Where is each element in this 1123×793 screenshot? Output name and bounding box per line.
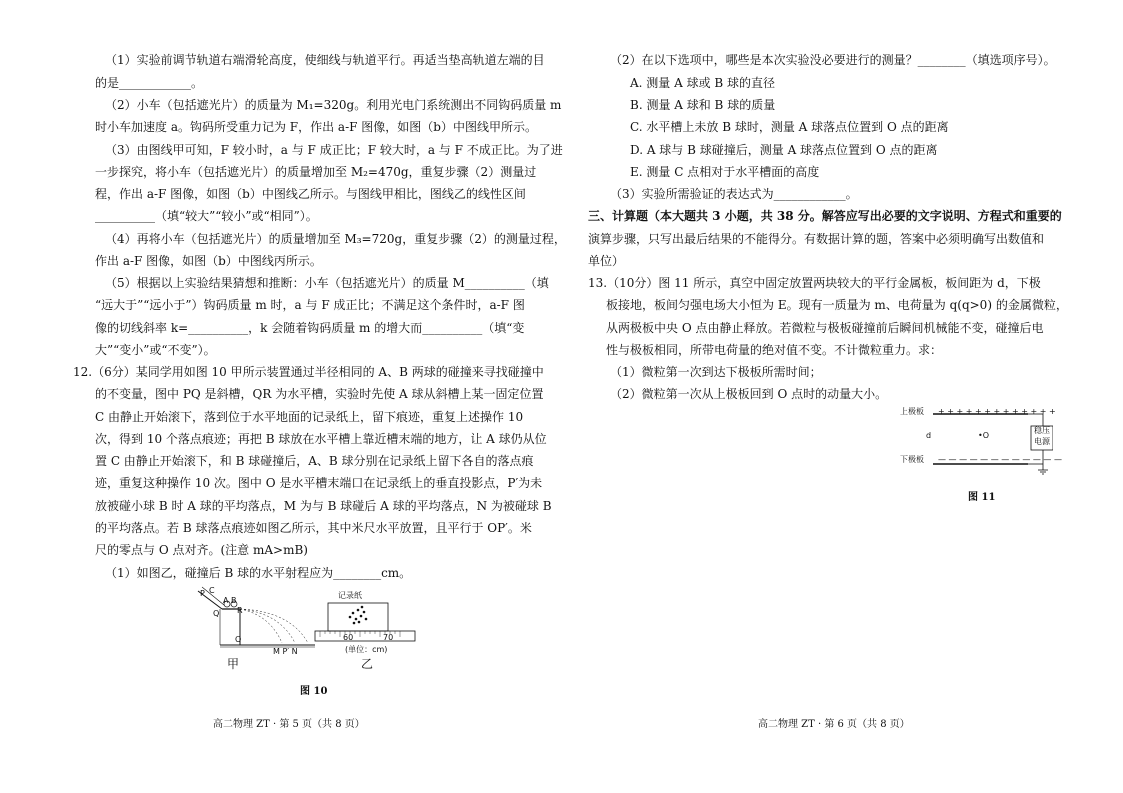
text-line: 尺的零点与 O 点对齐。(注意 mA>mB) bbox=[95, 543, 308, 557]
text-line: 板接地，板间匀强电场大小恒为 E。现有一质量为 m、电荷量为 q(q>0) 的金属微粒， bbox=[606, 298, 1068, 312]
label-b: B bbox=[231, 596, 237, 605]
question-12-line: 12.（6分）某同学用如图 10 甲所示装置通过半径相同的 A、B 两球的碰撞来寻找碰撞中 bbox=[73, 365, 544, 379]
text-line: 单位） bbox=[588, 254, 625, 268]
text-line: （4）再将小车（包括遮光片）的质量增加至 M₃=720g，重复步骤（2）的测量过程， bbox=[105, 232, 566, 246]
power-supply-line-2: 电源 bbox=[1034, 437, 1050, 446]
text-line: （1）微粒第一次到达下极板所需时间； bbox=[610, 365, 822, 379]
text-line: 的不变量，图中 PQ 是斜槽，QR 为水平槽，实验时先使 A 球从斜槽上某一固定位置 bbox=[95, 387, 544, 401]
left-footer: 高二物理 ZT · 第 5 页（共 8 页） bbox=[213, 719, 365, 730]
label-jia: 甲 bbox=[227, 657, 240, 671]
text-line: （1）如图乙，碰撞后 B 球的水平射程应为________cm。 bbox=[105, 566, 412, 580]
label-o: O bbox=[235, 635, 242, 644]
option-e: E. 测量 C 点相对于水平槽面的高度 bbox=[630, 165, 820, 179]
text-line: （5）根据以上实验结果猜想和推断：小车（包括遮光片）的质量 M__________（填 bbox=[105, 276, 549, 290]
label-mpn: M P′ N bbox=[273, 647, 298, 656]
option-b: B. 测量 A 球和 B 球的质量 bbox=[630, 98, 776, 112]
text-line: （2）微粒第一次从上极板回到 O 点时的动量大小。 bbox=[610, 387, 888, 401]
text-line: __________（填“较大”“较小”或“相同”）。 bbox=[95, 209, 318, 223]
text-line: 放被碰小球 B 时 A 球的平均落点，M 为与 B 球碰后 A 球的平均落点，N 为被碰球 B bbox=[95, 499, 552, 513]
section-heading: 三、计算题（本大题共 3 小题，共 38 分。解答应写出必要的文字说明、方程式和重要的 bbox=[588, 209, 1062, 223]
text-line: 的是____________。 bbox=[95, 76, 204, 90]
option-d: D. A 球与 B 球碰撞后，测量 A 球落点位置到 O 点的距离 bbox=[630, 143, 938, 157]
text-line: 从两极板中央 O 点由静止释放。若微粒与极板碰撞前后瞬间机械能不变，碰撞后电 bbox=[606, 321, 1044, 335]
text-line: 置 C 由静止开始滚下，和 B 球碰撞后，A、B 球分别在记录纸上留下各自的落点痕 bbox=[95, 454, 534, 468]
option-c: C. 水平槽上未放 B 球时，测量 A 球落点位置到 O 点的距离 bbox=[630, 120, 949, 134]
label-o-point: •O bbox=[978, 431, 990, 440]
paper-and-ruler-yi bbox=[315, 603, 415, 641]
ruler-70: 70 bbox=[383, 633, 394, 642]
power-supply-line-1: 稳压 bbox=[1034, 426, 1050, 435]
text-line: C 由静止开始滚下，落到位于水平地面的记录纸上，留下痕迹，重复上述操作 10 bbox=[95, 410, 524, 424]
text-line: 时小车加速度 a。钩码所受重力记为 F，作出 a-F 图像，如图（b）中图线甲所示。 bbox=[95, 120, 537, 134]
label-d: d bbox=[926, 431, 932, 440]
question-13-line: 13.（10分）图 11 所示，真空中固定放置两块较大的平行金属板，板间距为 d，下极 bbox=[588, 276, 1041, 290]
right-footer: 高二物理 ZT · 第 6 页（共 8 页） bbox=[758, 719, 910, 730]
text-line: （3）实验所需验证的表达式为____________。 bbox=[610, 187, 858, 201]
text-line: （3）由图线甲可知，F 较小时，a 与 F 成正比；F 较大时，a 与 F 不成正比。为了进 bbox=[105, 143, 563, 157]
text-line: 一步探究，将小车（包括遮光片）的质量增加至 M₂=470g，重复步骤（2）测量过 bbox=[95, 165, 537, 179]
text-line: 的平均落点。若 B 球落点痕迹如图乙所示，其中米尺水平放置，且平行于 OP′。米 bbox=[95, 521, 532, 535]
figure-10-caption: 图 10 bbox=[300, 686, 328, 697]
text-line: 像的切线斜率 k=__________，k 会随着钩码质量 m 的增大而__________（填“变 bbox=[95, 321, 525, 335]
label-r: R bbox=[237, 606, 243, 615]
label-lower-plate: 下极板 bbox=[900, 455, 924, 464]
option-a: A. 测量 A 球或 B 球的直径 bbox=[630, 76, 776, 90]
ruler-60: 60 bbox=[343, 633, 354, 642]
text-line: 大”“变小”或“不变”）。 bbox=[95, 343, 216, 357]
text-line: （2）在以下选项中，哪些是本次实验没必要进行的测量？________（填选项序号）。 bbox=[610, 53, 1056, 67]
label-yi: 乙 bbox=[361, 657, 374, 671]
text-line: 迹，重复这种操作 10 次。图中 O 是水平槽末端口在记录纸上的垂直投影点，P′为未 bbox=[95, 476, 543, 490]
minus-charges: — — — — — — — — — — — — bbox=[938, 455, 1062, 464]
label-a: A bbox=[223, 596, 229, 605]
plus-charges: + + + + + + + + + + + + + bbox=[938, 407, 1056, 416]
label-c: C bbox=[209, 586, 215, 595]
label-upper-plate: 上极板 bbox=[900, 407, 924, 416]
text-line: 作出 a-F 图像，如图（b）中图线丙所示。 bbox=[95, 254, 322, 268]
figure-11-caption: 图 11 bbox=[968, 492, 996, 503]
text-line: 演算步骤，只写出最后结果的不能得分。有数据计算的题，答案中必须明确写出数值和 bbox=[588, 232, 1045, 246]
text-line: 性与极板相同，所带电荷量的绝对值不变。不计微粒重力。求： bbox=[606, 343, 943, 357]
text-line: 次，得到 10 个落点痕迹；再把 B 球放在水平槽上靠近槽末端的地方，让 A 球仍从位 bbox=[95, 432, 547, 446]
label-p: P bbox=[200, 589, 205, 598]
ruler-unit: (单位：cm) bbox=[345, 645, 388, 654]
label-record-paper: 记录纸 bbox=[338, 591, 362, 600]
label-q: Q bbox=[213, 609, 220, 618]
text-line: 程，作出 a-F 图像，如图（b）中图线乙所示。与图线甲相比，图线乙的线性区间 bbox=[95, 187, 526, 201]
text-line: “远大于”“远小于”）钩码质量 m 时，a 与 F 成正比；不满足这个条件时，a-F 图 bbox=[95, 298, 525, 312]
text-line: （1）实验前调节轨道右端滑轮高度，使细线与轨道平行。再适当垫高轨道左端的目 bbox=[105, 53, 545, 67]
text-line: （2）小车（包括遮光片）的质量为 M₁=320g。利用光电门系统测出不同钩码质量 m bbox=[105, 98, 562, 112]
